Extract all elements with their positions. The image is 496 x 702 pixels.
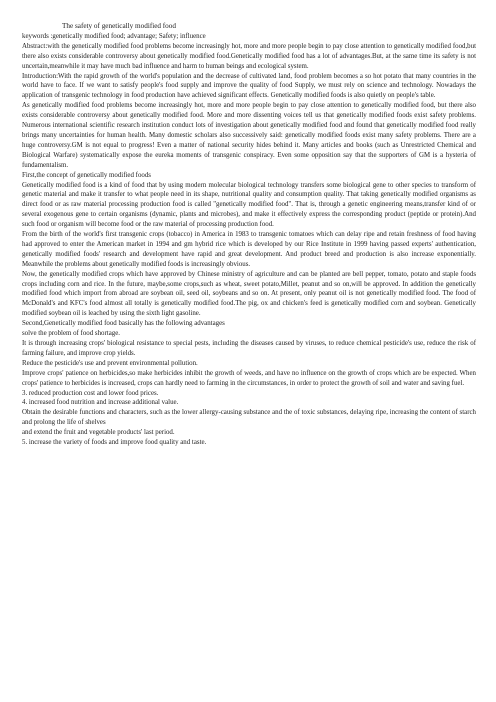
section-heading: First,the concept of genetically modified foods (22, 171, 151, 179)
body-paragraph: It is through increasing crops' biological resistance to special pests, including the diseases caused by viruses, to reduce chemical pesticide's use, reduce the risk of farming failure, and improve crop yields. (22, 340, 476, 357)
body-paragraph: Obtain the desirable functions and characters, such as the lower allergy-causing substance and the of toxic substances, delaying ripe, increasing the content of starch and prolong the life of shelves (22, 409, 476, 427)
introduction-paragraph: Introduction:With the rapid growth of the world's population and the decrease of cultivated land, food problem becomes a so hot potato that many countries in the world have to face. If we want to satisfy people's food supply and improve the quality of food Supply, we must rely on science and technology. Nowadays the application of transgenic technology in food production have achieved significant effects. Genetically modified foods is also quietly on people's table. (22, 72, 476, 100)
list-line: 5. increase the variety of foods and improve food quality and taste. (22, 439, 207, 447)
keywords-line: keywords :genetically modified food; advantage; Safety; influence (22, 32, 206, 40)
list-line: 3. reduced production cost and lower food prices. (22, 389, 159, 397)
section-heading: Second,Genetically modified food basically has the following advantages (22, 320, 225, 328)
list-line: Reduce the pesticide's use and prevent environmental pollution. (22, 359, 198, 367)
body-paragraph: Now, the genetically modified crops which have approved by Chinese ministry of agriculture and can be planted are bell pepper, tomato, potato and staple foods crops including corn and rice. In the future, maybe,some crops,such as wheat, sweet potato,Millet, peanut and so on,will be approved. In addition the genetically modified food which import from abroad are soybean oil, seed oil, soybeans and so on. At present, only peanut oil is not genetically modified food. The food of McDonald's and KFC's food almost all totally is genetically modified food.The pig, ox and chicken's feed is genetically modified corn and soybean. Genetically modified soybean oil is leached by using the sixth light gasoline. (22, 270, 476, 318)
body-paragraph: Genetically modified food is a kind of food that by using modern molecular biological technology transfers some biological gene to other species to transform of genetic material and make it transfer to what people need in its shape, nutritional quality and consumption quality. That taking genetically modified organisms as direct food or as raw material processing production food is called "genetically modified food". That is, through a genetic engineering means,transfer kind of or several exogenous gene to certain organisms (dynamic, plants and microbes), and make it effectively express the corresponding product (peptide or protein).And such food or organism will become food or the raw material of processing production food. (22, 181, 476, 229)
body-paragraph: Improve crops' patience on herbicides,so make herbicides inhibit the growth of weeds, and have no influence on the growth of crops which are be expected. When crops' patience to herbicides is increased, crops can hardly need to farming in the circumstances, in order to protect the growth of soil and water and saving fuel. (22, 369, 476, 387)
abstract-paragraph: Abstract:with the genetically modified food problems become increasingly hot, more and more people begin to pay close attention to genetically modified food,but there also exists considerable controversy about genetically modified food.Genetically modified food has a lot of advantages.But, at the same time its safety is not uncertain,meanwhile it may have much bad influence and harm to human beings and ecological system. (22, 42, 476, 70)
list-line: and extend the fruit and vegetable products' last period. (22, 429, 175, 437)
list-line: 4. increased food nutrition and increase additional value. (22, 399, 179, 407)
body-paragraph: As genetically modified food problems become increasingly hot, more and more people begin to pay close attention to genetically modified food, but there also exists considerable controversy about genetically modified food. More and more dissenting voices tell us that genetically modified foods exist safety problems. Numerous international scientific research institution conduct lots of investigation about genetically modified food and found that genetically modified food really brings many uncertainties for human health. Many domestic scholars also successively said: genetically modified foods exist many safety problems. There are a huge controversy.GM is not equal to progress! Even a matter of national security hides behind it. Many articles and books (such as Unrestricted Chemical and Biological Warfare) systematically expose the eureka moments of transgenic conspiracy. Even some opposition say that the supporters of GM is a hysteria of fundamentalism. (22, 102, 476, 169)
list-line: solve the problem of food shortage. (22, 330, 120, 338)
document-page (22, 22, 476, 448)
body-paragraph: From the birth of the world's first transgenic crops (tobacco) in America in 1983 to transgenic tomatoes which can delay ripe and retain freshness of food having had approved to enter the American market in 1994 and gm hybrid rice which is developed by our Rice Institute in 1999 having passed experts' authentication, genetically modified foods' research and development have rapid and great development. And product breed and production is also increase exponentially. Meanwhile the problems about genetically modified foods is increasingly obvious. (22, 231, 476, 268)
document-title: The safety of genetically modified food (62, 22, 176, 30)
